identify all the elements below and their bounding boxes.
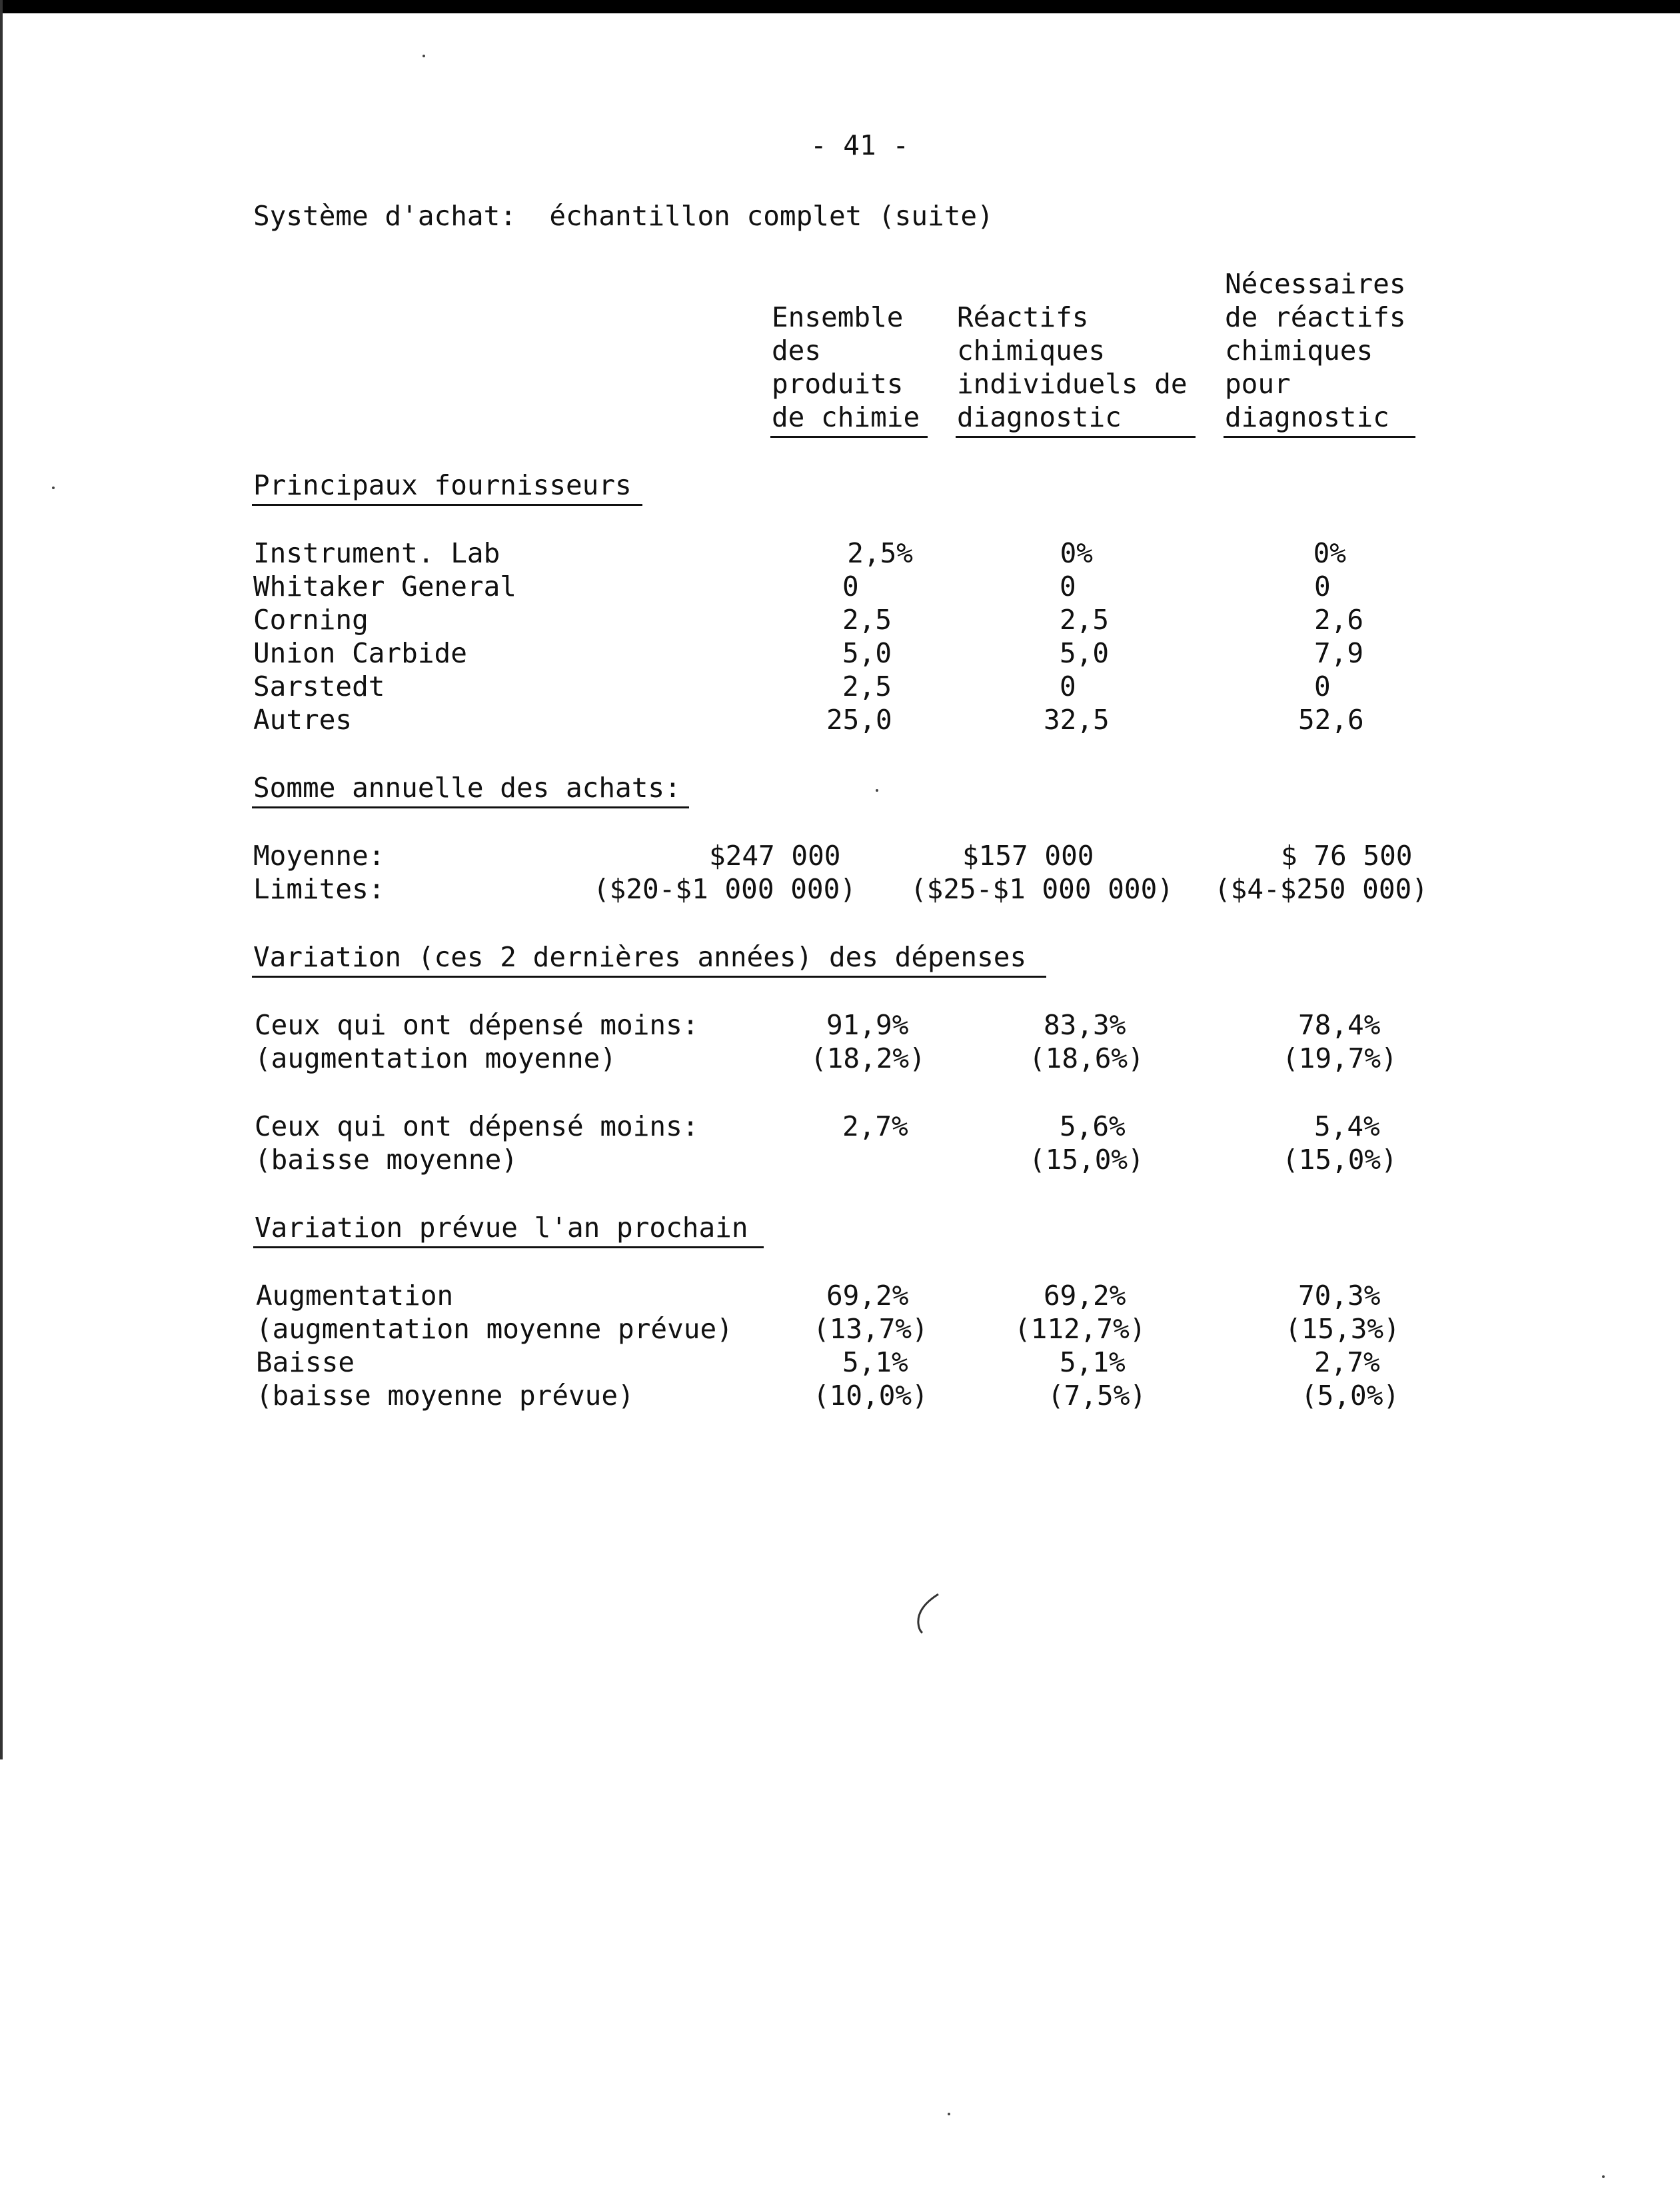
row-label: Baisse (256, 1346, 355, 1378)
section-heading-suppliers-underline (252, 504, 642, 506)
value-cell: 70,3% (1298, 1280, 1381, 1312)
value-cell: 5,0 (1060, 637, 1110, 669)
section-heading-annual: Somme annuelle des achats: (253, 772, 681, 804)
section-heading-suppliers: Principaux fournisseurs (253, 469, 632, 501)
col1-header-underline (770, 436, 928, 438)
value-cell: (5,0%) (1301, 1380, 1400, 1412)
value-cell: (112,7%) (1014, 1313, 1146, 1345)
value-cell: (15,0%) (1029, 1144, 1144, 1176)
scan-top-border (0, 0, 1680, 13)
row-label: (augmentation moyenne) (255, 1042, 617, 1074)
value-cell: (7,5%) (1048, 1380, 1147, 1412)
scan-speck (876, 789, 878, 792)
value-cell: (19,7%) (1282, 1042, 1397, 1074)
scan-left-edge (0, 0, 3, 1759)
col1-header-line1: Ensemble (772, 301, 904, 333)
value-cell: (18,6%) (1029, 1042, 1144, 1074)
row-label: Ceux qui ont dépensé moins: (255, 1009, 699, 1041)
value-cell: 25,0 (826, 704, 892, 736)
row-label: (baisse moyenne) (255, 1144, 518, 1176)
col2-header-line1: Réactifs (957, 301, 1089, 333)
row-label: Limites: (253, 873, 385, 905)
col2-header-line2: chimiques (957, 335, 1106, 367)
scan-speck (1602, 2175, 1605, 2178)
scan-speck (948, 2113, 950, 2115)
value-cell: 0% (1313, 537, 1346, 569)
value-cell: 0 (842, 570, 859, 602)
value-cell: (13,7%) (813, 1313, 928, 1345)
col3-header-underline (1224, 436, 1415, 438)
row-label: Corning (253, 604, 369, 636)
row-label: (augmentation moyenne prévue) (256, 1313, 733, 1345)
value-cell: 0 (1060, 570, 1076, 602)
col2-header-underline (956, 436, 1196, 438)
document-title: Système d'achat: échantillon complet (suite) (253, 200, 994, 232)
page-number: - 41 - (810, 129, 910, 161)
value-cell: 52,6 (1298, 704, 1364, 736)
row-label: Ceux qui ont dépensé moins: (255, 1110, 699, 1142)
value-cell: 0 (1314, 570, 1331, 602)
section-heading-annual-underline (252, 806, 689, 808)
value-cell: $ 76 500 (1281, 840, 1413, 872)
value-cell: ($25-$1 000 000) (910, 873, 1174, 905)
value-cell: 0 (1314, 670, 1331, 702)
col3-header-line3: chimiques (1225, 335, 1373, 367)
col3-header-line1: Nécessaires (1225, 268, 1406, 300)
value-cell: 7,9 (1314, 637, 1364, 669)
value-cell: (15,0%) (1282, 1144, 1397, 1176)
value-cell: 5,1% (842, 1346, 908, 1378)
row-label: Instrument. Lab (253, 537, 500, 569)
section-heading-variation: Variation (ces 2 dernières années) des dépenses (253, 941, 1027, 973)
row-label: Sarstedt (253, 670, 385, 702)
value-cell: 2,5 (1060, 604, 1110, 636)
section-heading-variation-underline (252, 976, 1046, 978)
value-cell: 2,5% (847, 537, 913, 569)
value-cell: 91,9% (826, 1009, 909, 1041)
value-cell: 2,5 (842, 670, 892, 702)
value-cell: ($20-$1 000 000) (593, 873, 856, 905)
value-cell: 32,5 (1044, 704, 1110, 736)
value-cell: 2,6 (1314, 604, 1364, 636)
row-label: Moyenne: (253, 840, 385, 872)
row-label: Union Carbide (253, 637, 467, 669)
col2-header-line4: diagnostic (957, 401, 1122, 433)
col3-header-line4: pour (1225, 368, 1291, 400)
col2-header-line3: individuels de (957, 368, 1188, 400)
value-cell: (10,0%) (813, 1380, 928, 1412)
scan-speck (52, 487, 55, 489)
value-cell: 2,7% (1314, 1346, 1380, 1378)
value-cell: 83,3% (1044, 1009, 1126, 1041)
value-cell: 2,5 (842, 604, 892, 636)
row-label: Whitaker General (253, 570, 516, 602)
section-heading-forecast: Variation prévue l'an prochain (255, 1212, 748, 1244)
value-cell: 78,4% (1298, 1009, 1381, 1041)
value-cell: $157 000 (962, 840, 1094, 872)
value-cell: (15,3%) (1285, 1313, 1400, 1345)
col3-header-line5: diagnostic (1225, 401, 1389, 433)
col3-header-line2: de réactifs (1225, 301, 1406, 333)
section-heading-forecast-underline (253, 1246, 764, 1248)
value-cell: 5,6% (1060, 1110, 1126, 1142)
row-label: Augmentation (256, 1280, 454, 1312)
value-cell: 5,1% (1060, 1346, 1126, 1378)
value-cell: 5,4% (1314, 1110, 1380, 1142)
col1-header-line4: de chimie (772, 401, 920, 433)
value-cell: 5,0 (842, 637, 892, 669)
value-cell: 2,7% (842, 1110, 908, 1142)
col1-header-line2: des (772, 335, 822, 367)
value-cell: 0 (1060, 670, 1076, 702)
pen-mark (910, 1592, 944, 1638)
col1-header-line3: produits (772, 368, 904, 400)
row-label: (baisse moyenne prévue) (256, 1380, 634, 1412)
value-cell: 0% (1060, 537, 1093, 569)
value-cell: 69,2% (826, 1280, 909, 1312)
scan-speck (422, 55, 425, 57)
row-label: Autres (253, 704, 353, 736)
value-cell: 69,2% (1044, 1280, 1126, 1312)
value-cell: (18,2%) (810, 1042, 926, 1074)
value-cell: ($4-$250 000) (1214, 873, 1428, 905)
value-cell: $247 000 (709, 840, 841, 872)
